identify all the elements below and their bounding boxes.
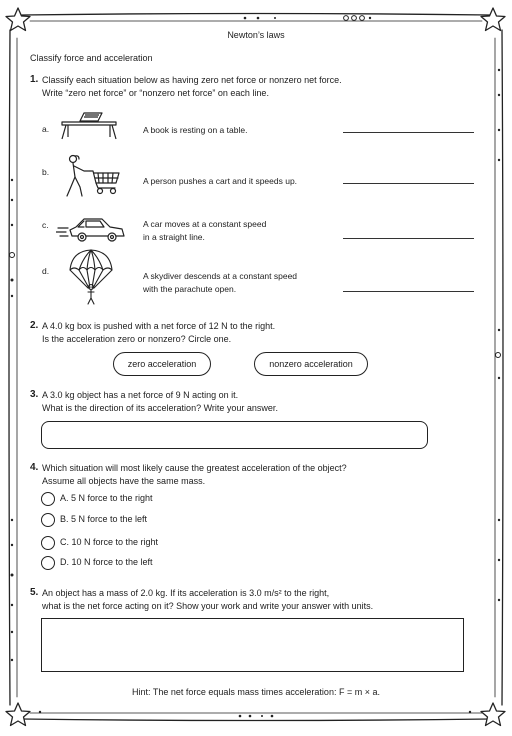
person-pushing-cart-icon [62, 153, 122, 199]
question-5-line-1: An object has a mass of 2.0 kg. If its acceleration is 3.0 m/s² to the right, [42, 588, 330, 598]
item-c-answer-line[interactable] [343, 238, 474, 239]
item-c-text-line-1: A car moves at a constant speed [143, 219, 267, 229]
question-5-number: 5. [30, 587, 39, 598]
question-3-number: 3. [30, 389, 39, 400]
page-title: Newton’s laws [227, 30, 285, 40]
direction-answer-box[interactable] [41, 421, 428, 449]
item-d-text-line-2: with the parachute open. [143, 283, 237, 294]
option-d-label: D. 10 N force to the left [60, 557, 153, 567]
item-d-letter: d. [42, 266, 50, 276]
item-d-text-line-1: A skydiver descends at a constant speed [143, 271, 298, 281]
item-a-letter: a. [42, 124, 50, 134]
question-2-number: 2. [30, 320, 39, 331]
option-c-radio[interactable] [41, 536, 55, 550]
item-b-letter: b. [42, 167, 50, 177]
worksheet-subtitle: Classify force and acceleration [30, 53, 153, 63]
nonzero-acceleration-option[interactable]: nonzero acceleration [254, 352, 368, 376]
book-on-table-icon [58, 108, 120, 140]
item-a-text: A book is resting on a table. [143, 125, 248, 135]
question-5-line-2: what is the net force acting on it? Show your work and write your answer with units. [42, 601, 374, 611]
question-3-prompt [42, 389, 278, 415]
question-1-line-2: Write “zero net force” or “nonzero net force” on each line. [42, 88, 269, 98]
parachute-skydiver-icon [68, 248, 114, 306]
question-4-prompt [42, 462, 347, 488]
option-a-label: A. 5 N force to the right [60, 493, 153, 503]
item-d-text [143, 270, 297, 295]
item-c-text [143, 218, 266, 243]
question-2-line-1: A 4.0 kg box is pushed with a net force of 12 N to the right. [42, 321, 276, 331]
question-4-line-1: Which situation will most likely cause the greatest acceleration of the object? [42, 463, 347, 473]
zero-acceleration-option[interactable]: zero acceleration [113, 352, 211, 376]
option-b-radio[interactable] [41, 513, 55, 527]
option-c-label: C. 10 N force to the right [60, 537, 159, 547]
hint-text: Hint: The net force equals mass times acceleration: F = m × a. [132, 687, 380, 697]
item-b-answer-line[interactable] [343, 183, 474, 184]
option-b-label: B. 5 N force to the left [60, 514, 148, 524]
item-a-answer-line[interactable] [343, 132, 474, 133]
work-answer-box[interactable] [41, 618, 464, 672]
question-3-line-2: What is the direction of its acceleration? Write your answer. [42, 403, 278, 413]
question-2-prompt [42, 320, 275, 346]
question-5-prompt [42, 587, 373, 613]
item-c-letter: c. [42, 220, 49, 230]
car-icon [56, 214, 128, 244]
question-1-line-1: Classify each situation below as having zero net force or nonzero net force. [42, 75, 342, 85]
question-4-line-2: Assume all objects have the same mass. [42, 476, 206, 486]
question-4-number: 4. [30, 462, 39, 473]
question-1-number: 1. [30, 74, 39, 85]
question-2-line-2: Is the acceleration zero or nonzero? Circle one. [42, 334, 232, 344]
option-a-radio[interactable] [41, 492, 55, 506]
question-1-prompt [42, 74, 342, 100]
question-3-line-1: A 3.0 kg object has a net force of 9 N acting on it. [42, 390, 239, 400]
item-b-text: A person pushes a cart and it speeds up. [143, 176, 298, 186]
option-d-radio[interactable] [41, 556, 55, 570]
item-d-answer-line[interactable] [343, 291, 474, 292]
item-c-text-line-2: in a straight line. [143, 231, 205, 242]
